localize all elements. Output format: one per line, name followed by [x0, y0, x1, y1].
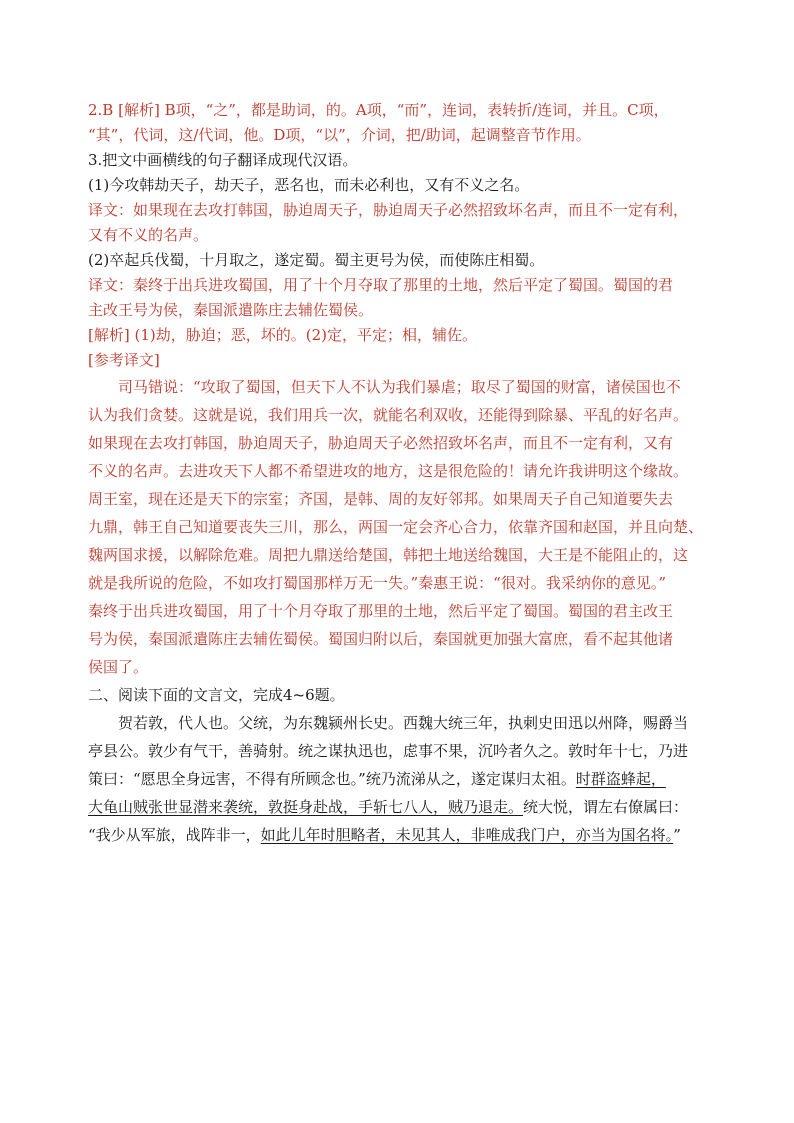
translation-line: 魏两国求援，以解除危难。周把九鼎送给楚国，韩把土地送给魏国，大王是不能阻止的，这: [88, 546, 689, 564]
translation-line: 不义的名声。去进攻天下人都不希望进攻的地方，这是很危险的！请允许我讲明这个缘故。: [88, 462, 689, 480]
translation-line: 认为我们贪婪。这就是说，我们用兵一次，就能名利双收，还能得到除暴、平乱的好名声。: [88, 406, 689, 424]
underlined-sentence: 时群盗蜂起，: [575, 770, 666, 788]
translation-2-line2: 主改王号为侯，秦国派遣陈庄去辅佐蜀侯。: [88, 301, 374, 319]
answer-q2-line1: 2.B [解析] B项，“之”，都是助词，的。A项，“而”，连词，表转折/连词，并且。C项，: [88, 101, 669, 119]
quote-start: “攻取了蜀国，: [193, 378, 291, 396]
passage-text: “我少从军旅，战阵非一，: [88, 826, 261, 844]
underlined-sentence: 如此儿年时胆略者，未见其人，非唯成我门户，亦当为国名将。: [260, 826, 674, 844]
passage-text: 策曰：“愿思全身远害，不得有所顾念也。”统乃流涕从之，遂定谋归太祖。: [88, 770, 576, 788]
question-3-sentence-2: (2)卒起兵伐蜀，十月取之，遂定蜀。蜀主更号为侯，而使陈庄相蜀。: [88, 251, 545, 269]
translation-1-line1: 译文：如果现在去攻打韩国，胁迫周天子，胁迫周天子必然招致坏名声，而且不一定有利，: [88, 201, 689, 219]
translation-1-line2: 又有不义的名声。: [88, 226, 209, 244]
translation-2-line1: 译文：秦终于出兵进攻蜀国，用了十个月夺取了那里的土地，然后平定了蜀国。蜀国的君: [88, 276, 674, 294]
speaker: 司马错说：: [118, 378, 194, 396]
passage-text: 统大悦，谓左右僚属曰：: [523, 798, 689, 816]
reference-translation-heading: [参考译文]: [88, 351, 160, 369]
passage-line: [88, 793, 710, 821]
translation-line: 九鼎，韩王自己知道要丧失三川，那么，两国一定会齐心合力，依靠齐国和赵国，并且向楚、: [88, 518, 704, 536]
question-3-prompt: 3.把文中画横线的句子翻译成现代汉语。: [88, 151, 358, 169]
translation-line: 侯国了。: [88, 658, 149, 676]
question-3-sentence-1: (1)今攻韩劫天子，劫天子，恶名也，而未必利也，又有不义之名。: [88, 176, 530, 194]
underlined-sentence: 大龟山贼张世显潜来袭统，敦挺身赴战，手斩七八人，贼乃退走。: [88, 798, 524, 816]
translation-line: 就是我所说的危险，不如攻打蜀国那样万无一失。”秦惠王说：“很对。我采纳你的意见。”: [88, 574, 667, 592]
passage-line: 贺若敦，代人也。父统，为东魏颍州长史。西魏大统三年，执刺史田迅以州降，赐爵当: [118, 714, 689, 732]
document-page: [88, 98, 710, 849]
reference-translation-body: [88, 373, 710, 681]
answer-q2-line2: “其”，代词，这/代词，他。D项，“以”，介词，把/助词，起调整音节作用。: [88, 126, 591, 144]
translation-line: 号为侯，秦国派遣陈庄去辅佐蜀侯。蜀国归附以后，秦国就更加强大富庶，看不起其他诸: [88, 630, 674, 648]
analysis-q3: [解析] (1)劫，胁迫；恶，坏的。(2)定，平定；相，辅佐。: [88, 326, 477, 344]
translation-line: 秦终于出兵进攻蜀国，用了十个月夺取了那里的土地，然后平定了蜀国。蜀国的君主改王: [88, 602, 674, 620]
translation-line: 如果现在去攻打韩国，胁迫周天子，胁迫周天子必然招致坏名声，而且不一定有利，又有: [88, 434, 674, 452]
quote-rest: 但天下人不认为我们暴虐；取尽了蜀国的财富，诸侯国也不: [290, 378, 681, 396]
classical-passage: [88, 709, 710, 849]
passage-line: 亭县公。敦少有气干，善骑射。统之谋执迅也，虑事不果，沉吟者久之。敦时年十七，乃进: [88, 742, 689, 760]
translation-line: [88, 373, 710, 401]
translation-line: 周王室，现在还是天下的宗室；齐国，是韩、周的友好邻邦。如果周天子自己知道要失去: [88, 490, 674, 508]
passage-line: [88, 821, 710, 849]
passage-text: ”: [673, 826, 681, 844]
section-2-heading: 二、阅读下面的文言文，完成4~6题。: [88, 686, 345, 704]
passage-line: [88, 765, 710, 793]
